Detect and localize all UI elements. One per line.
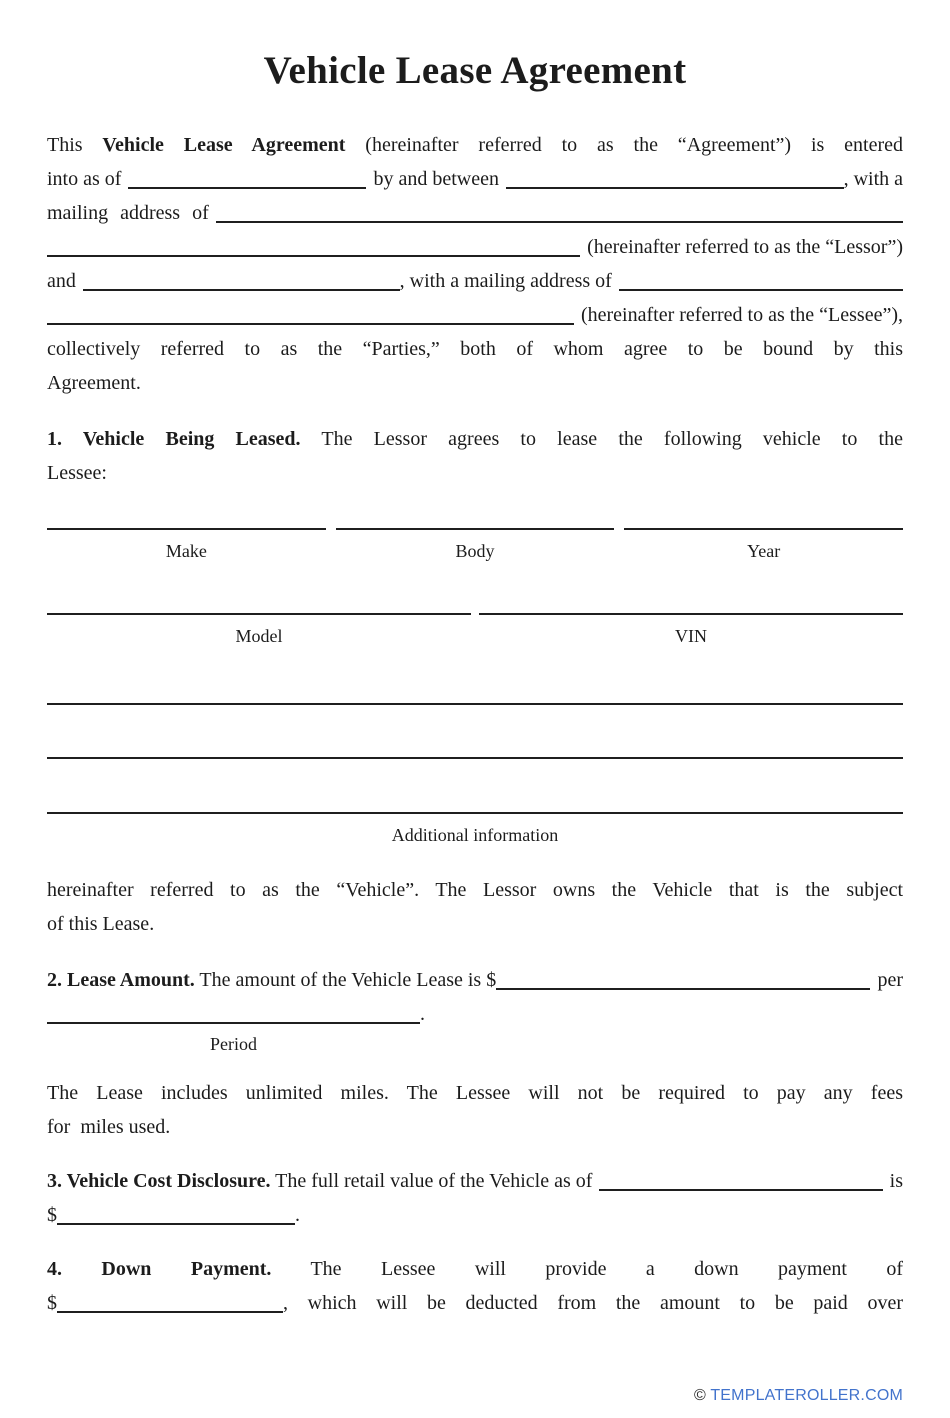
- section-2-text-b: per: [877, 969, 903, 991]
- label-make: Make: [165, 541, 207, 561]
- intro-l4-text: (hereinafter referred to as the “Lessor”): [587, 236, 903, 258]
- section-3-dollar-sign: $: [47, 1204, 57, 1226]
- label-vin: VIN: [675, 626, 707, 646]
- mileage-paragraph: [47, 1076, 903, 1144]
- blank-body: [336, 528, 615, 530]
- intro-paragraph: [47, 128, 903, 400]
- intro-line-1: [47, 128, 903, 162]
- blank-valuation-date: [599, 1164, 882, 1191]
- intro-line-7: collectively referred to as the “Parties,” both of whom agree to be bound by this: [47, 338, 903, 360]
- field-body: [336, 528, 615, 563]
- intro-line-8: Agreement.: [47, 372, 141, 394]
- blank-down-payment: [57, 1286, 283, 1313]
- intro-l2-text-b: by and between: [373, 168, 499, 190]
- field-make: [47, 528, 326, 563]
- label-body: Body: [455, 541, 495, 561]
- label-period: Period: [210, 1034, 257, 1054]
- intro-l2-text-c: , with a: [843, 168, 903, 190]
- section-3-dot: .: [295, 1204, 300, 1226]
- intro-l2-text-a: into as of: [47, 168, 122, 190]
- blank-agreement-date: [128, 162, 366, 189]
- intro-line-4: [47, 230, 903, 264]
- section-2-line-2: [47, 997, 903, 1031]
- section-4-text: The Lessee will provide a down payment of: [271, 1258, 903, 1280]
- label-model: Model: [235, 626, 283, 646]
- section-4-line-2: [47, 1286, 903, 1320]
- section-2-line-1: [47, 963, 903, 997]
- page-title: Vehicle Lease Agreement: [263, 49, 687, 92]
- blank-lessee-address-2: [47, 298, 574, 325]
- blank-lessor-address-1: [216, 196, 903, 223]
- section-1-line-1: [47, 422, 903, 456]
- footer: [694, 1387, 903, 1405]
- section-2-heading: 2. Lease Amount.: [47, 969, 195, 991]
- blank-model: [47, 613, 471, 615]
- section-4-line-1: [47, 1252, 903, 1286]
- blank-year: [624, 528, 903, 530]
- section-4-heading: 4. Down Payment.: [47, 1258, 272, 1280]
- blank-additional-info-3: [47, 812, 903, 814]
- vehicle-after-paragraph: [47, 873, 903, 941]
- section-3-heading: 3. Vehicle Cost Disclosure.: [47, 1170, 271, 1192]
- intro-lead: This: [47, 134, 103, 156]
- blank-retail-value: [57, 1198, 295, 1225]
- blank-make: [47, 528, 326, 530]
- intro-line-5: [47, 264, 903, 298]
- vehicle-after-line-2: of this Lease.: [47, 913, 155, 935]
- blank-lessee-address-1: [619, 264, 903, 291]
- section-3-line-2: [47, 1198, 903, 1232]
- intro-lead-rest: (hereinafter referred to as the “Agreement”) is entered: [345, 134, 903, 156]
- section-3-vehicle-cost-disclosure: [47, 1164, 903, 1232]
- intro-l5-text-b: , with a mailing address of: [399, 270, 612, 292]
- blank-lease-amount: [496, 963, 870, 990]
- field-model: [47, 613, 471, 648]
- intro-l3-text: mailing address of: [47, 202, 209, 224]
- label-year: Year: [747, 541, 781, 561]
- copyright-symbol: ©: [693, 1387, 706, 1404]
- blank-lessor-address-2: [47, 230, 580, 257]
- mileage-line-2: for miles used.: [47, 1116, 171, 1138]
- section-2-text-a: The amount of the Vehicle Lease is $: [194, 969, 497, 991]
- section-1-vehicle-being-leased: [47, 422, 903, 490]
- blank-vin: [479, 613, 903, 615]
- blank-period: [47, 997, 420, 1024]
- mileage-line-1: The Lease includes unlimited miles. The Lessee will not be required to pay any fees: [47, 1082, 903, 1104]
- intro-l5-text-a: and: [47, 270, 76, 292]
- section-4-text-b: , which will be deducted from the amount to be paid over: [283, 1292, 903, 1314]
- vehicle-fields-row-1: [47, 528, 903, 563]
- section-2-lease-amount: [47, 963, 903, 1144]
- intro-l6-text: (hereinafter referred to as the “Lessee”),: [580, 304, 903, 326]
- vehicle-after-line-1: hereinafter referred to as the “Vehicle”. The Lessor owns the Vehicle that is the subject: [47, 879, 903, 901]
- section-3-text-a: The full retail value of the Vehicle as of: [270, 1170, 593, 1192]
- field-vin: [479, 613, 903, 648]
- field-year: [624, 528, 903, 563]
- section-1-heading: 1. Vehicle Being Leased.: [47, 428, 301, 450]
- vehicle-fields-row-2: [47, 613, 903, 648]
- agreement-name-bold: Vehicle Lease Agreement: [102, 134, 346, 156]
- intro-line-2: [47, 162, 903, 196]
- section-4-down-payment: [47, 1252, 903, 1320]
- templateroller-link[interactable]: TEMPLATEROLLER.COM: [710, 1387, 903, 1404]
- blank-additional-info-1: [47, 703, 903, 705]
- section-3-text-b: is: [889, 1170, 903, 1192]
- intro-line-6: [47, 298, 903, 332]
- section-2-period-dot: .: [420, 1003, 425, 1025]
- section-1-text: The Lessor agrees to lease the following vehicle to the: [300, 428, 903, 450]
- blank-lessor-name: [506, 162, 844, 189]
- intro-line-3: [47, 196, 903, 230]
- blank-additional-info-2: [47, 757, 903, 759]
- label-additional-information: Additional information: [391, 825, 559, 845]
- section-1-line-2: Lessee:: [47, 462, 107, 484]
- section-3-line-1: [47, 1164, 903, 1198]
- section-4-dollar-sign: $: [47, 1292, 57, 1314]
- blank-lessee-name: [83, 264, 400, 291]
